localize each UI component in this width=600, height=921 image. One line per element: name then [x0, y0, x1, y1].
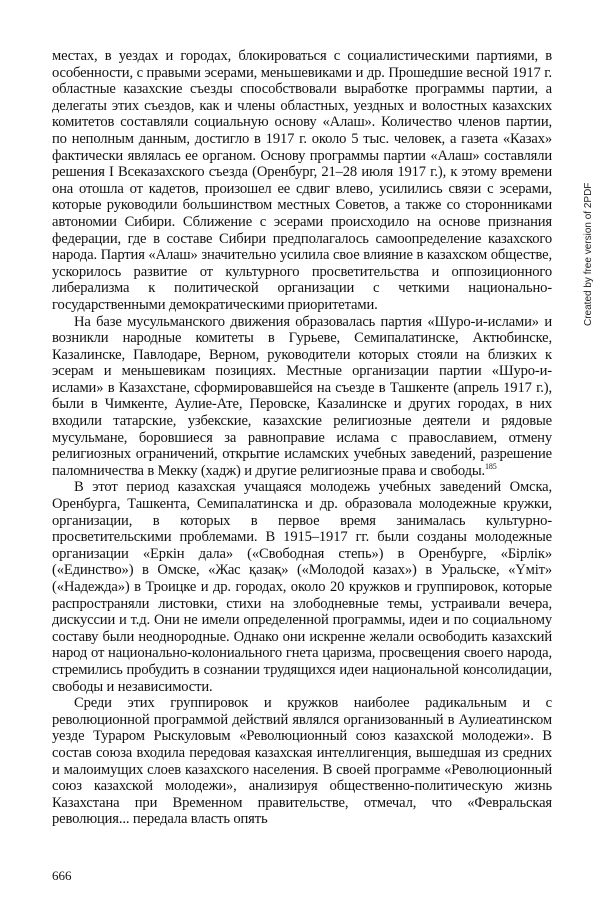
paragraph-4: Среди этих группировок и кружков наиболее радикальным и с революционной программой действий являлся организованный в Аулиеатинском уезде Тураром Рыскуловым «Революционный союз казахской молодежи». В состав союза входила передовая казахская интеллигенция, вышедшая из средних и малоимущих слоев казахского населения. В своей программе «Революционный союз казахской молодежи», анализируя общественно-политическую жизнь Казахстана при Временном правительстве, отмечал, что «Февральская революция... передала власть опять — [52, 695, 552, 828]
paragraph-2-text: На базе мусульманского движения образовалась партия «Шуро-и-ислами» и возникли народные комитеты в Гурьеве, Семипалатинске, Актюбинске, Казалинске, Павлодаре, Верном, руководители которых стояли на близких к эсерам и меньшевикам позициях. Местные организации партии «Шуро-и-ислами» в Казахстане, сформировавшейся на съезде в Ташкенте (апрель 1917 г.), были в Чимкенте, Аулие-Ате, Перовске, Казалинске и других городах, в них входили татарские, узбекские, казахские религиозные деятели и рядовые мусульмане, боровшиеся за равноправие ислама с православием, отмену религиозных ограничений, открытие исламских учебных заведений, разрешение паломничества в Мекку (хадж) и другие религиозные права и свободы. — [52, 313, 552, 479]
paragraph-2 — [52, 314, 552, 480]
paragraph-3: В этот период казахская учащаяся молодежь учебных заведений Омска, Оренбурга, Ташкента, Семипалатинска и др. образовала молодежные кружки, организации, в которых в первое время занималась культурно-просветительскими проблемами. В 1915–1917 гг. были созданы молодежные организации «Еркін дала» («Свободная степь») в Оренбурге, «Бірлік» («Единство») в Омске, «Жас қазақ» («Молодой казах») в Уральске, «Үміт» («Надежда») в Троицке и др. городах, около 20 кружков и группировок, которые распространяли листовки, стихи на злободневные темы, устраивали вечера, дискуссии и т.д. Они не имели определенной программы, идеи и по социальному составу были неоднородные. Однако они искренне желали освободить казахский народ от национально-колониального гнета царизма, просвещения своего народа, стремились пробудить в сознании трудящихся идеи национальной консолидации, свободы и независимости. — [52, 479, 552, 695]
body-text — [52, 48, 552, 828]
page-number: 666 — [52, 868, 72, 883]
footnote-reference: 185 — [485, 461, 497, 471]
side-watermark: Created by free version of 2PDF — [583, 182, 594, 326]
paragraph-1: местах, в уездах и городах, блокироваться с социалистическими партиями, в особенности, с правыми эсерами, меньшевиками и др. Прошедшие весной 1917 г. областные казахские съезды способствовали выработке программы партии, а делегаты этих съездов, как и члены областных, уездных и волостных казахских комитетов составляли социальную основу «Алаш». Количество членов партии, по неполным данным, достигло в 1917 г. около 5 тыс. человек, а газета «Казах» фактически являлась ее органом. Основу программы партии «Алаш» составляли решения I Всеказахского съезда (Оренбург, 21–28 июля 1917 г.), к этому времени она отошла от кадетов, произошел ее сдвиг влево, усилились связи с эсерами, которые руководили большинством местных Советов, а также со сторонниками автономии Сибири. Сближение с эсерами происходило на основе признания федерации, где в составе Сибири предполагалось самоопределение казахского народа. Партия «Алаш» значительно усилила свое влияние в казахском обществе, ускорилось развитие от культурного просветительства и оппозиционного либерализма к политической организации с четкими национально-государственными демократическими приоритетами. — [52, 48, 552, 313]
